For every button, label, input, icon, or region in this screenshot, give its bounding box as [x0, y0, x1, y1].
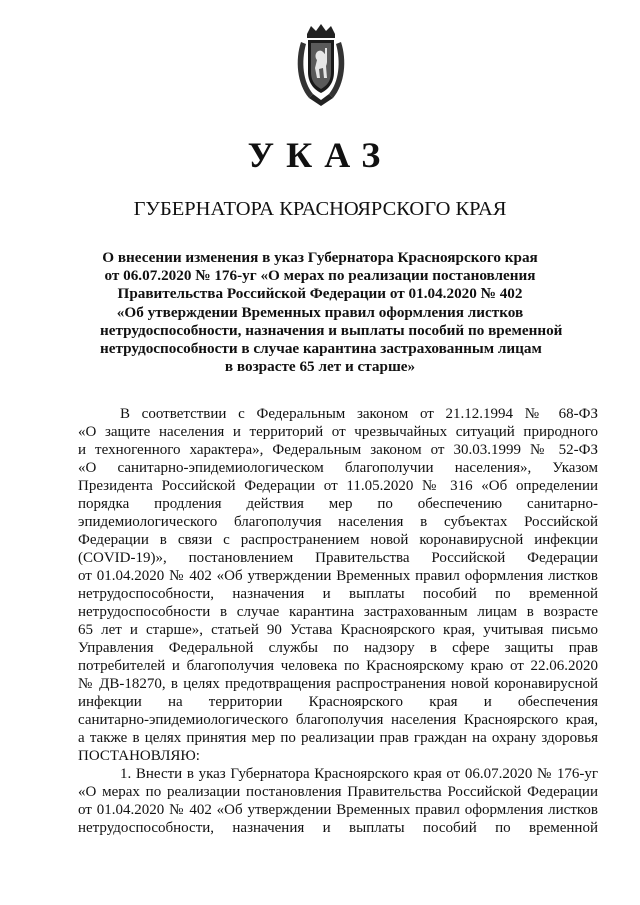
- body-line: Президента Российской Федерации от 11.05.2020 № 316 «Об определении: [78, 478, 598, 494]
- body-line: эпидемиологического благополучия населения в субъектах Российской: [78, 514, 598, 530]
- heading-line: Правительства Российской Федерации от 01.04.2020 № 402: [117, 285, 523, 303]
- body-line: 1. Внести в указ Губернатора Красноярского края от 06.07.2020 № 176-уг: [120, 766, 598, 782]
- body-line: ПОСТАНОВЛЯЮ:: [78, 748, 200, 764]
- body-line: «О санитарно-эпидемиологическом благополучии населения», Указом: [78, 460, 598, 476]
- body-line: а также в целях принятия мер по реализации прав граждан на охрану здоровья: [78, 730, 598, 746]
- body-line: 65 лет и старше», статьей 90 Устава Красноярского края, учитывая письмо: [78, 622, 598, 638]
- body-line: «О защите населения и территорий от чрезвычайных ситуаций природного: [78, 424, 598, 440]
- body-line: нетрудоспособности, назначения и выплаты пособий по временной: [78, 586, 598, 602]
- heading-line: в возрасте 65 лет и старше»: [224, 358, 416, 376]
- body-line: «О мерах по реализации постановления Правительства Российской Федерации: [78, 784, 598, 800]
- heading-line: нетрудоспособности в случае карантина застрахованным лицам: [100, 340, 542, 358]
- body-line: санитарно-эпидемиологического благополучия населения Красноярского края,: [78, 712, 598, 728]
- decree-body: [78, 405, 598, 837]
- body-line: Управления Федеральной службы по надзору в сфере защиты прав: [78, 640, 598, 656]
- body-line: порядка продления действия мер по обеспечению санитарно-: [78, 496, 598, 512]
- heading-line: О внесении изменения в указ Губернатора Красноярского края: [102, 249, 538, 266]
- body-line: и техногенного характера», Федеральным законом от 30.03.1999 № 52-ФЗ: [78, 442, 598, 458]
- coat-of-arms-emblem: [293, 22, 349, 108]
- heading-line: «Об утверждении Временных правил оформления листков: [116, 303, 524, 321]
- document-subtitle: ГУБЕРНАТОРА КРАСНОЯРСКОГО КРАЯ: [133, 198, 507, 220]
- document-title: УКАЗ: [247, 135, 393, 175]
- body-line: (COVID-19)», постановлением Правительства Российской Федерации: [78, 550, 598, 566]
- body-line: нетрудоспособности в случае карантина застрахованным лицам в возрасте: [78, 604, 598, 620]
- body-line: потребителей и благополучия человека по Красноярскому краю от 22.06.2020: [78, 658, 598, 674]
- body-line: Федерации в связи с распространением новой коронавирусной инфекции: [78, 532, 598, 548]
- body-line: от 01.04.2020 № 402 «Об утверждении Временных правил оформления листков: [78, 802, 598, 818]
- heading-line: нетрудоспособности, назначения и выплаты пособий по временной: [100, 321, 563, 339]
- decree-heading: [100, 249, 563, 376]
- body-line: инфекции на территории Красноярского края и обеспечения: [78, 694, 598, 710]
- body-line: от 01.04.2020 № 402 «Об утверждении Временных правил оформления листков: [78, 568, 598, 584]
- body-line: № ДВ-18270, в целях предотвращения распространения новой коронавирусной: [78, 676, 598, 692]
- body-line: В соответствии с Федеральным законом от 21.12.1994 № 68-ФЗ: [120, 406, 598, 422]
- heading-line: от 06.07.2020 № 176-уг «О мерах по реализации постановления: [104, 267, 536, 285]
- body-line: нетрудоспособности, назначения и выплаты пособий по временной: [78, 820, 598, 836]
